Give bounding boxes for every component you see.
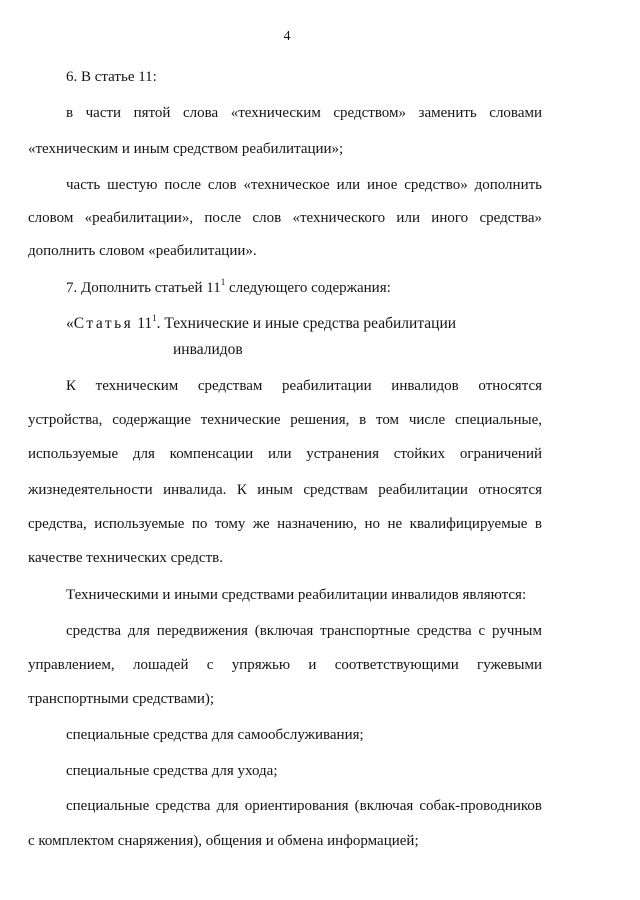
article-para3-line3: транспортными средствами);	[28, 691, 215, 707]
article-para2: Техническими и иными средствами реабилитации инвалидов являются:	[66, 587, 527, 603]
article-para6-line1: специальные средства для ориентирования (включая собак-проводников	[66, 798, 542, 814]
page-number: 4	[283, 29, 291, 44]
article-para1-line4: жизнедеятельности инвалида. К иным средствам реабилитации относятся	[28, 482, 542, 498]
article-para1-line5: средства, используемые по тому же назначению, но не квалифицируемые в	[28, 516, 542, 532]
article-para3-line1: средства для передвижения (включая транспортные средства с ручным	[66, 623, 542, 639]
item-6-para1-line2: «техническим и иным средством реабилитации»;	[28, 141, 344, 157]
item-6-title: 6. В статье 11:	[66, 69, 157, 85]
item-6-para2-line1: часть шестую после слов «техническое или иное средство» дополнить	[66, 177, 542, 193]
article-para1-line1: К техническим средствам реабилитации инвалидов относятся	[66, 378, 542, 394]
article-para6-line2: с комплектом снаряжения), общения и обмена информацией;	[28, 833, 419, 849]
article-para5: специальные средства для ухода;	[66, 763, 278, 779]
item-6-para2-line2: словом «реабилитации», после слов «технического или иного средства»	[28, 210, 542, 226]
article-heading-line2: инвалидов	[173, 341, 243, 358]
item-6-para1-line1: в части пятой слова «техническим средством» заменить словами	[66, 105, 542, 121]
article-para4: специальные средства для самообслуживания;	[66, 727, 364, 743]
article-heading: «Статья $11^1$. Технические и иные средства реабилитации	[66, 312, 457, 332]
item-7-title: 7. Дополнить статьей $11^1$ следующего содержания:	[66, 277, 391, 296]
article-para1-line3: используемые для компенсации или устранения стойких ограничений	[28, 446, 542, 462]
item-6-para2-line3: дополнить словом «реабилитации».	[28, 243, 257, 259]
article-para3-line2: управлением, лошадей с упряжью и соответствующими гужевыми	[28, 657, 542, 673]
article-para1-line2: устройства, содержащие технические решения, в том числе специальные,	[28, 412, 542, 428]
article-para1-line6: качестве технических средств.	[28, 550, 223, 566]
